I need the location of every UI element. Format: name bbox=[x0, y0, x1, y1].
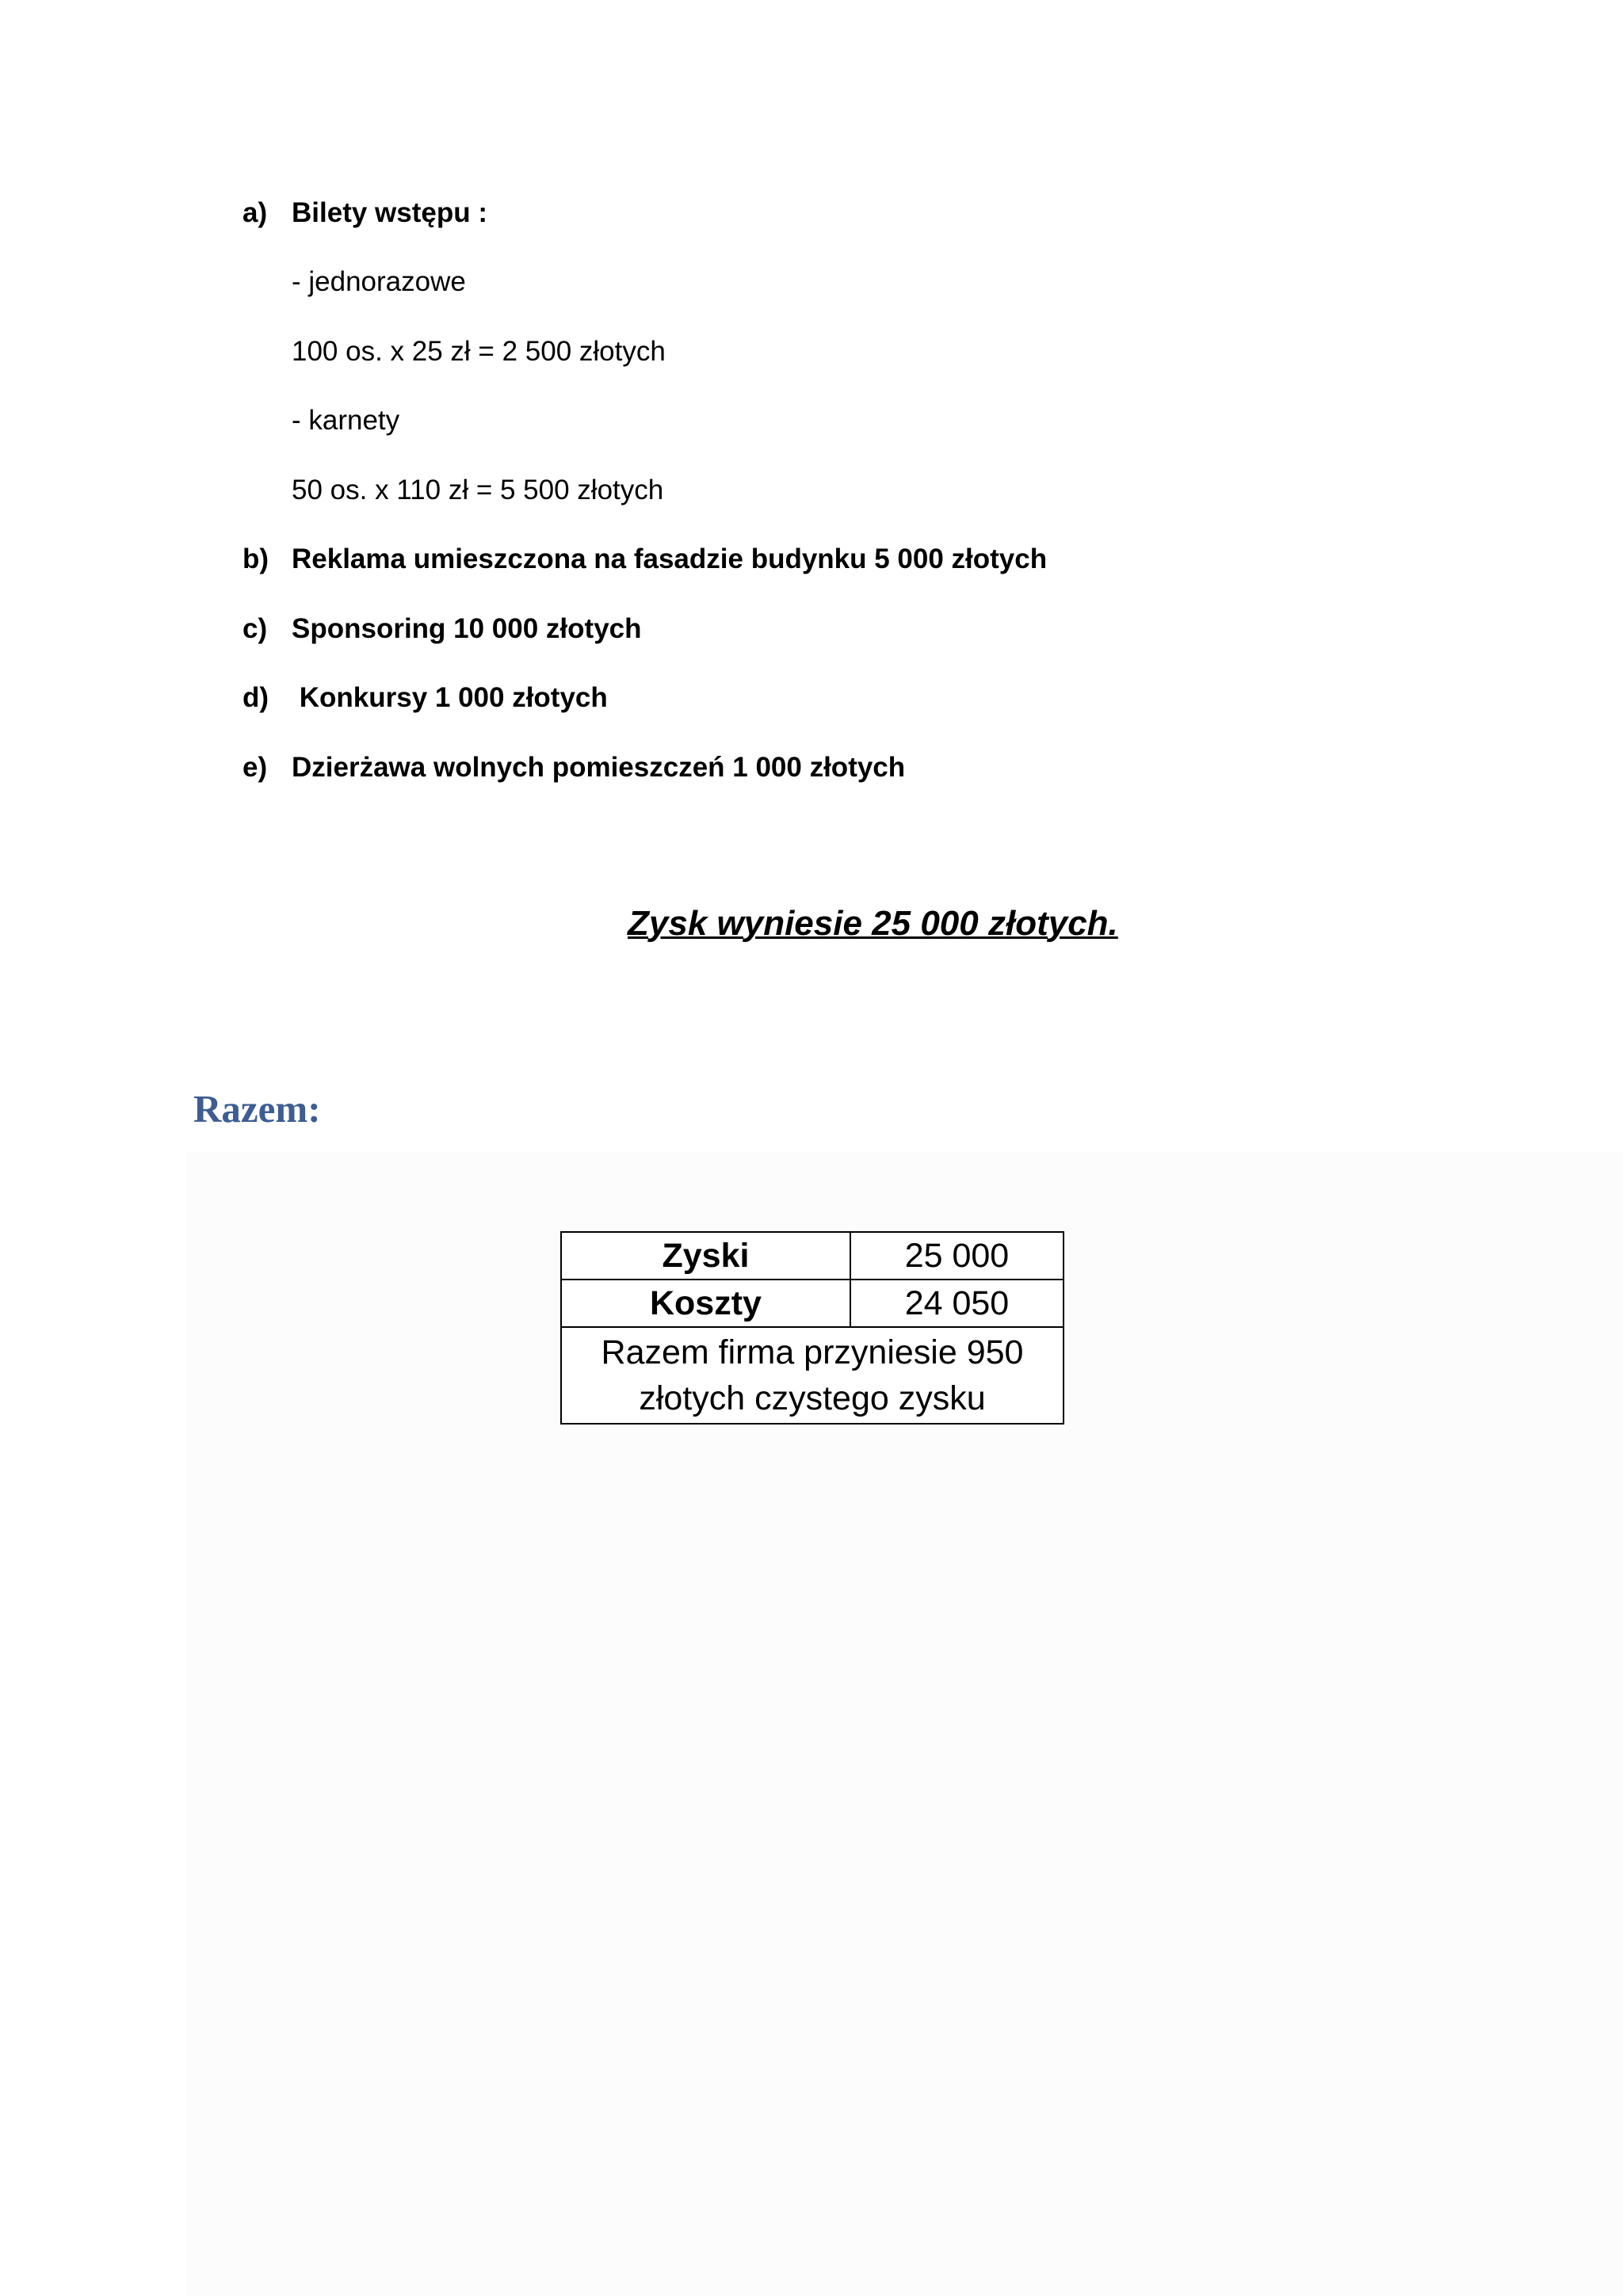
net-profit-line-2: złotych czystego zysku bbox=[639, 1379, 986, 1417]
table-row bbox=[561, 1327, 1064, 1424]
costs-value-cell: 24 050 bbox=[850, 1280, 1064, 1327]
ticket-single-calc: 100 os. x 25 zł = 2 500 złotych bbox=[292, 336, 666, 367]
net-profit-line-1: Razem firma przyniesie 950 bbox=[601, 1333, 1024, 1371]
costs-label-cell: Koszty bbox=[561, 1280, 850, 1327]
table-row bbox=[561, 1232, 1064, 1280]
list-marker-d: d) bbox=[242, 682, 269, 713]
list-item-tickets: Bilety wstępu : bbox=[292, 197, 487, 228]
summary-table bbox=[560, 1231, 1064, 1425]
list-item-contests: Konkursy 1 000 złotych bbox=[292, 682, 608, 713]
net-profit-cell bbox=[561, 1327, 1064, 1424]
summary-heading: Razem: bbox=[193, 1087, 321, 1131]
list-marker-a: a) bbox=[242, 197, 268, 228]
list-item-lease: Dzierżawa wolnych pomieszczeń 1 000 złotych bbox=[292, 752, 906, 783]
list-marker-c: c) bbox=[242, 613, 268, 644]
list-item-sponsoring: Sponsoring 10 000 złotych bbox=[292, 613, 642, 644]
ticket-single-label: - jednorazowe bbox=[292, 266, 466, 297]
ticket-pass-calc: 50 os. x 110 zł = 5 500 złotych bbox=[292, 475, 664, 505]
ticket-pass-label: - karnety bbox=[292, 405, 400, 436]
profit-statement: Zysk wyniesie 25 000 złotych. bbox=[628, 904, 1118, 943]
list-marker-e: e) bbox=[242, 752, 268, 783]
list-marker-b: b) bbox=[242, 543, 269, 574]
profits-value-cell: 25 000 bbox=[850, 1232, 1064, 1280]
list-item-advertising: Reklama umieszczona na fasadzie budynku 5 000 złotych bbox=[292, 543, 1048, 574]
table-row bbox=[561, 1280, 1064, 1327]
profits-label-cell: Zyski bbox=[561, 1232, 850, 1280]
